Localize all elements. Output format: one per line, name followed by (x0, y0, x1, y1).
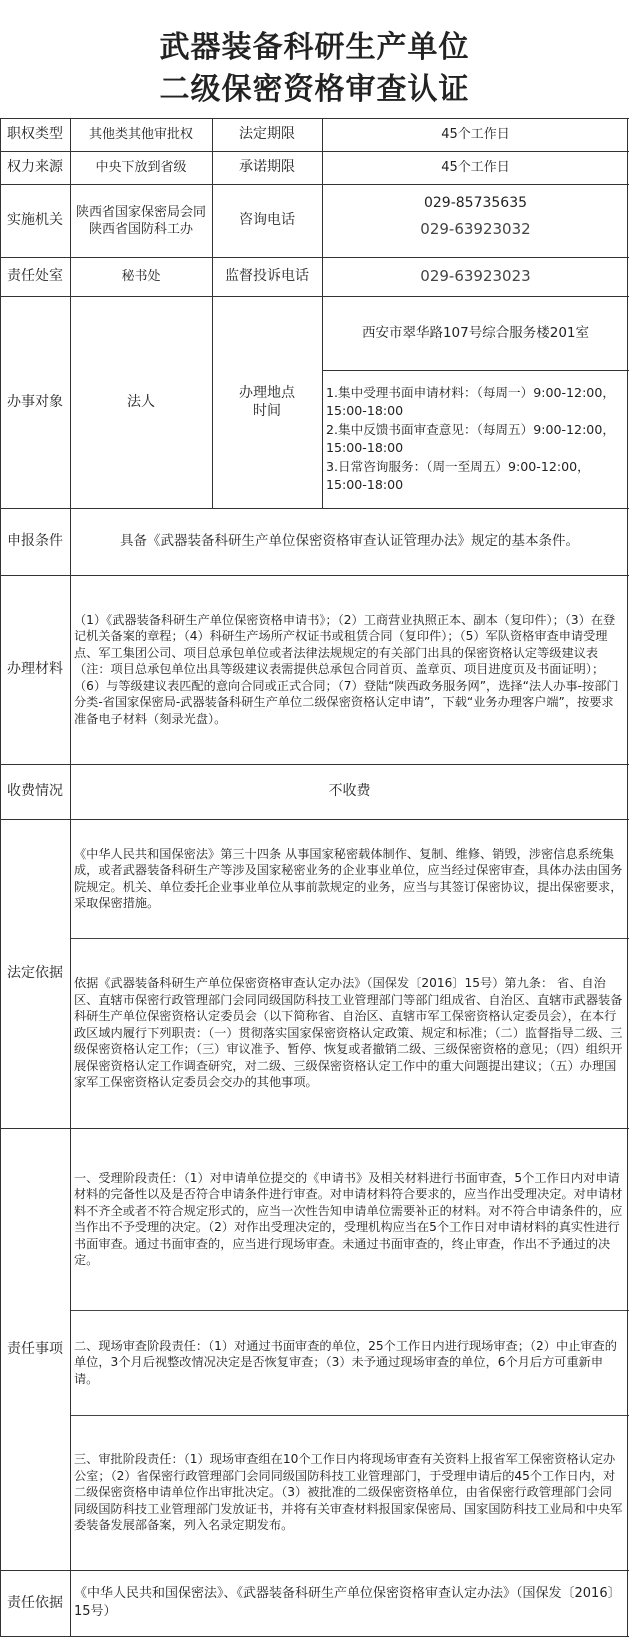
value-consult-phone-1: 029-85735635 (423, 194, 528, 211)
responsibility-text-1: 一、受理阶段责任：（1）对申请单位提交的《申请书》及相关材料进行书面审查，5个工作日内对申请材料的完备性以及是否符合申请条件进行审查。对申请材料符合要求的，应当作出受理决定。对申请材料不齐全或者不符合规定形式的，应当一次性告知申请单位需要补正的材料。对不符合申请条件的，应当作出不予受理的决定。（2）对作出受理决定的，受理机构应当在5个工作日对申请材料的真实性进行书面审查。通过书面审查的，应当进行现场审查。未通过书面审查的，终止审查，作出不予通过的决定。 (74, 1170, 623, 1267)
label-responsibility-basis: 责任依据 (7, 1594, 63, 1611)
title-line-2: 二级保密资格审查认证 (159, 72, 470, 107)
label-legal-deadline: 法定期限 (239, 126, 295, 142)
label-fees: 收费情况 (7, 783, 63, 799)
label-consult-phone: 咨询电话 (239, 212, 295, 228)
label-service-target: 办事对象 (7, 393, 63, 410)
label-authority-source: 权力来源 (7, 159, 63, 175)
value-responsible-office: 秘书处 (121, 269, 161, 284)
service-time-1: 1.集中受理书面申请材料：（每周一）9:00-12:00，15:00-18:00 (326, 384, 615, 418)
value-address: 西安市翠华路107号综合服务楼201室 (361, 324, 590, 341)
title-line-1: 武器装备科研生产单位 (159, 30, 470, 65)
value-legal-deadline: 45个工作日 (441, 127, 510, 142)
responsibility-basis-text: 《中华人民共和国保密法》、《武器装备科研生产单位保密资格审查认定办法》（国保发〔2016〕15号） (74, 1586, 621, 1619)
value-authority-type: 其他类其他审批权 (88, 127, 193, 142)
label-required-materials: 办理材料 (7, 661, 63, 677)
value-legal-basis-1 (74, 819, 624, 938)
value-committed-deadline: 45个工作日 (441, 160, 510, 175)
value-service-times (326, 372, 626, 506)
value-responsibility-onsite (74, 1310, 624, 1415)
responsibility-text-2: 二、现场审查阶段责任：（1）对通过书面审查的单位，25个工作日内进行现场审查；（2）中止审查的单位，3个月后视整改情况决定是否恢复审查；（3）未予通过现场审查的单位，6个月后方可重新申请。 (74, 1338, 617, 1386)
legal-basis-text-1: 《中华人民共和国保密法》第三十四条 从事国家秘密载体制作、复制、维修、销毁，涉密信息系统集成，或者武器装备科研生产等涉及国家秘密业务的企业事业单位，应当经过保密审查，具体办法由国务院规定。机关、单位委托企业事业单位从事前款规定的业务，应当与其签订保密协议，提出保密要求，采取保密措施。 (74, 846, 623, 910)
value-responsibility-basis (74, 1570, 624, 1636)
value-authority-source: 中央下放到省级 (95, 160, 187, 175)
label-application-conditions: 申报条件 (7, 533, 63, 549)
label-location-time (212, 296, 322, 508)
label-responsible-office: 责任处室 (7, 268, 63, 284)
value-responsibility-acceptance (74, 1128, 624, 1310)
label-responsibilities: 责任事项 (7, 1340, 63, 1357)
value-fees: 不收费 (328, 783, 371, 799)
label-location: 办理地点 (239, 385, 295, 401)
value-application-conditions: 具备《武器装备科研生产单位保密资格审查认证管理办法》规定的基本条件。 (120, 533, 579, 549)
service-time-2: 2.集中反馈书面审查意见：（每周五）9:00-12:00，15:00-18:00 (326, 421, 615, 455)
label-legal-basis: 法定依据 (7, 965, 63, 981)
value-legal-basis-2 (74, 938, 624, 1128)
materials-text: （1）《武器装备科研生产单位保密资格申请书》；（2）工商营业执照正本、副本（复印件）；（3）在登记机关备案的章程；（4）科研生产场所产权证书或租赁合同（复印件）；（5）军队资格审查申请受理点、军工集团公司、项目总承包单位或者法律法规规定的有关部门出具的保密资格认定等级建议表（注：项目总承包单位出具等级建议表需提供总承包合同首页、盖章页、项目进度页及书面证明）；（6）与等级建议表匹配的意向合同或正式合同；（7）登陆“陕西政务服务网”，选择“法人办事-按部门分类-省国家保密局-武器装备科研生产单位二级保密资格认定申请”，下载“业务办理客户端”，按要求准备电子材料（刻录光盘）。 (74, 612, 619, 726)
label-committed-deadline: 承诺期限 (239, 159, 295, 175)
value-implementing-agency: 陕西省国家保密局会同陕西省国防科工办 (76, 204, 206, 237)
service-time-3: 3.日常咨询服务：（周一至周五）9:00-12:00，15:00-18:00 (326, 458, 590, 492)
value-consult-phone-2: 029-63923032 (420, 219, 531, 238)
value-service-target: 法人 (127, 393, 155, 410)
legal-basis-text-2: 依据《武器装备科研生产单位保密资格审查认定办法》（国保发〔2016〕15号）第九条： 省、自治区、直辖市保密行政管理部门会同同级国防科技工业管理部门等部门组成省、自治区、直辖市武器装备科研生产单位保密资格认定委员会（以下简称省、自治区、直辖市军工保密资格认定委员会），在本行政区域内履行下列职责：（一）贯彻落实国家保密资格认定政策、规定和标准；（二）监督指导二级、三级保密资格认定工作；（三）审议准予、暂停、恢复或者撤销二级、三级保密资格的意见；（四）组织开展保密资格认定工作调查研究，对二级、三级保密资格认定工作中的重大问题提出建议；（五）办理国家军工保密资格认定委员会交办的其他事项。 (74, 976, 623, 1090)
value-required-materials (74, 575, 624, 764)
label-time: 时间 (253, 403, 281, 419)
value-responsibility-approval (74, 1415, 624, 1570)
label-complaint-phone: 监督投诉电话 (225, 268, 309, 284)
responsibility-text-3: 三、审批阶段责任：（1）现场审查组在10个工作日内将现场审查有关资料上报省军工保密资格认定办公室；（2）省保密行政管理部门会同同级国防科技工业管理部门，于受理申请后的45个工作日内，对二级保密资格申请单位作出审批决定。（3）被批准的二级保密资格单位，由省保密行政管理部门会同同级国防科技工业管理部门发放证书，并将有关审查材料报国家保密局、国家国防科技工业局和中央军委装备发展部备案，列入名录定期发布。 (74, 1452, 623, 1533)
label-authority-type: 职权类型 (7, 126, 63, 142)
label-implementing-agency: 实施机关 (7, 212, 63, 228)
value-complaint-phone: 029-63923023 (420, 267, 531, 285)
